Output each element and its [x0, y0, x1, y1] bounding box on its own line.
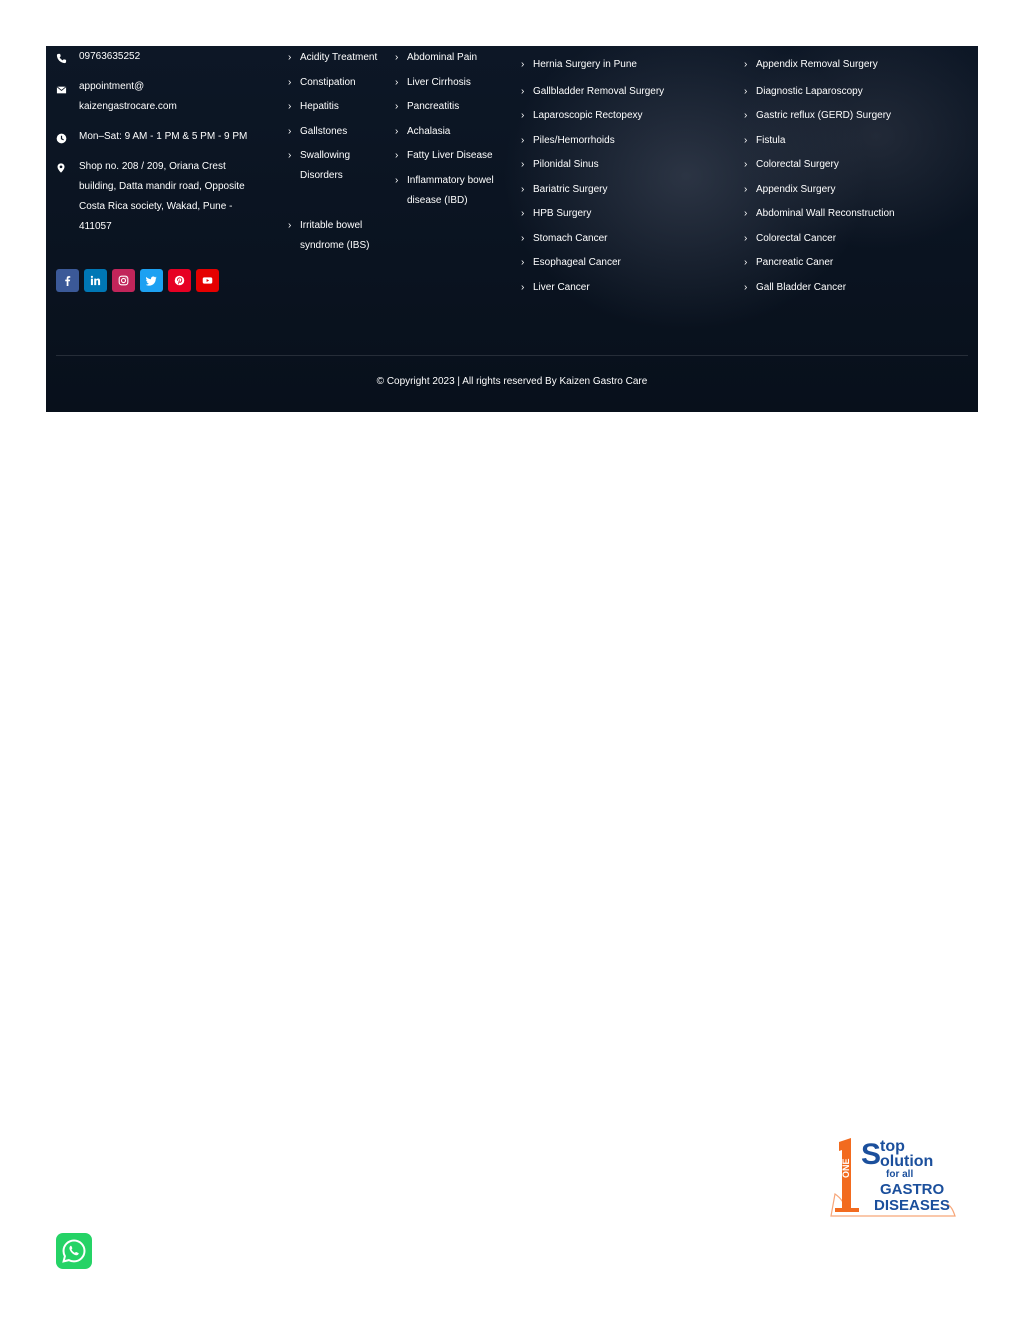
email-line-1: appointment@ — [79, 81, 145, 92]
chevron-right-icon: › — [288, 52, 292, 63]
chevron-right-icon: › — [521, 86, 525, 97]
svg-text:GASTRO: GASTRO — [880, 1181, 945, 1198]
svg-text:DISEASES: DISEASES — [874, 1197, 950, 1214]
chevron-right-icon: › — [521, 208, 525, 219]
whatsapp-chat-button[interactable] — [56, 1233, 92, 1269]
chevron-right-icon: › — [521, 184, 525, 195]
site-footer: 09763635252 appointment@ kaizengastrocare.com Mon–Sat: 9 AM - 1 PM & 5 PM - 9 PM Shop no. 208 / 209, Oriana Crest building, Datta mandir road, Opposite Costa Rica society, Wakad, Pune - 411057 › Acidity Treatment › Constipation › Hepatitis › Gallstones › Swallowing Disorders › Irritable bowel syndrome (IBS) › Abdominal Pain › Liver Cirrhosis › Pancreatitis › Achalasia › Fatty Liver Disease › Inflammatory bowel disease (IBD) › Hernia Surgery in Pune › Gallbladder Removal Surgery › Laparoscopic Rectopexy › Piles/Hemorrhoids › Pilonidal Sinus › Bariatric Surgery › HPB Surgery › Stomach Cancer › Esophageal Cancer › Liver Cancer › Appendix Removal Surgery › Diagnostic Laparoscopy › Gastric reflux (GERD) Surgery › Fistula › Colorectal Surgery › Appendix Surgery › Abdominal Wall Reconstruction › Colorectal Cancer › Pancreatic Caner › Gall Bladder Cancer © Copyright 2023 | All rights reserved By Kaizen Gastro Care — [46, 46, 978, 412]
chevron-right-icon: › — [744, 135, 748, 146]
pinterest-button[interactable] — [168, 269, 191, 292]
chevron-right-icon: › — [395, 126, 399, 137]
chevron-right-icon: › — [521, 110, 525, 121]
clock-icon — [56, 131, 68, 143]
location-pin-icon — [56, 161, 68, 173]
chevron-right-icon: › — [521, 135, 525, 146]
envelope-icon — [56, 82, 68, 94]
copyright-text: © Copyright 2023 | All rights reserved By Kaizen Gastro Care — [376, 376, 648, 387]
svg-text:ONE: ONE — [841, 1158, 851, 1178]
chevron-right-icon: › — [744, 159, 748, 170]
chevron-right-icon: › — [521, 257, 525, 268]
footer-divider — [56, 355, 968, 356]
chevron-right-icon: › — [521, 233, 525, 244]
chevron-right-icon: › — [744, 110, 748, 121]
address-line: Shop no. 208 / 209, Oriana Crest — [79, 161, 226, 172]
youtube-icon — [202, 275, 213, 286]
chevron-right-icon: › — [395, 77, 399, 88]
opening-hours: Mon–Sat: 9 AM - 1 PM & 5 PM - 9 PM — [79, 131, 248, 142]
chevron-right-icon: › — [744, 59, 748, 70]
one-stop-solution-badge — [829, 1134, 959, 1218]
chevron-right-icon: › — [521, 59, 525, 70]
youtube-button[interactable] — [196, 269, 219, 292]
chevron-right-icon: › — [521, 282, 525, 293]
chevron-right-icon: › — [288, 101, 292, 112]
chevron-right-icon: › — [744, 282, 748, 293]
chevron-right-icon: › — [744, 184, 748, 195]
svg-text:for all: for all — [886, 1169, 914, 1180]
chevron-right-icon: › — [395, 101, 399, 112]
linkedin-button[interactable] — [84, 269, 107, 292]
chevron-right-icon: › — [521, 159, 525, 170]
pinterest-icon — [174, 275, 185, 286]
phone-icon — [56, 51, 68, 63]
email-line-2: kaizengastrocare.com — [79, 101, 177, 112]
chevron-right-icon: › — [288, 126, 292, 137]
chevron-right-icon: › — [288, 220, 292, 231]
svg-text:top: top — [880, 1138, 905, 1155]
whatsapp-icon — [61, 1238, 87, 1264]
social-links — [56, 269, 219, 292]
address-line: 411057 — [79, 221, 112, 232]
instagram-icon — [118, 275, 129, 286]
chevron-right-icon: › — [744, 233, 748, 244]
chevron-right-icon: › — [744, 257, 748, 268]
chevron-right-icon: › — [744, 86, 748, 97]
chevron-right-icon: › — [288, 77, 292, 88]
chevron-right-icon: › — [395, 175, 399, 186]
address-line: Costa Rica society, Wakad, Pune - — [79, 201, 233, 212]
chevron-right-icon: › — [395, 52, 399, 63]
svg-text:S: S — [861, 1138, 882, 1171]
chevron-right-icon: › — [395, 150, 399, 161]
badge-logo — [829, 1134, 959, 1218]
facebook-icon — [62, 275, 73, 286]
instagram-button[interactable] — [112, 269, 135, 292]
twitter-icon — [146, 275, 157, 286]
twitter-button[interactable] — [140, 269, 163, 292]
linkedin-icon — [90, 275, 101, 286]
chevron-right-icon: › — [288, 150, 292, 161]
address-line: building, Datta mandir road, Opposite — [79, 181, 245, 192]
phone-number: 09763635252 — [79, 51, 141, 62]
facebook-button[interactable] — [56, 269, 79, 292]
svg-text:olution: olution — [880, 1153, 934, 1170]
chevron-right-icon: › — [744, 208, 748, 219]
